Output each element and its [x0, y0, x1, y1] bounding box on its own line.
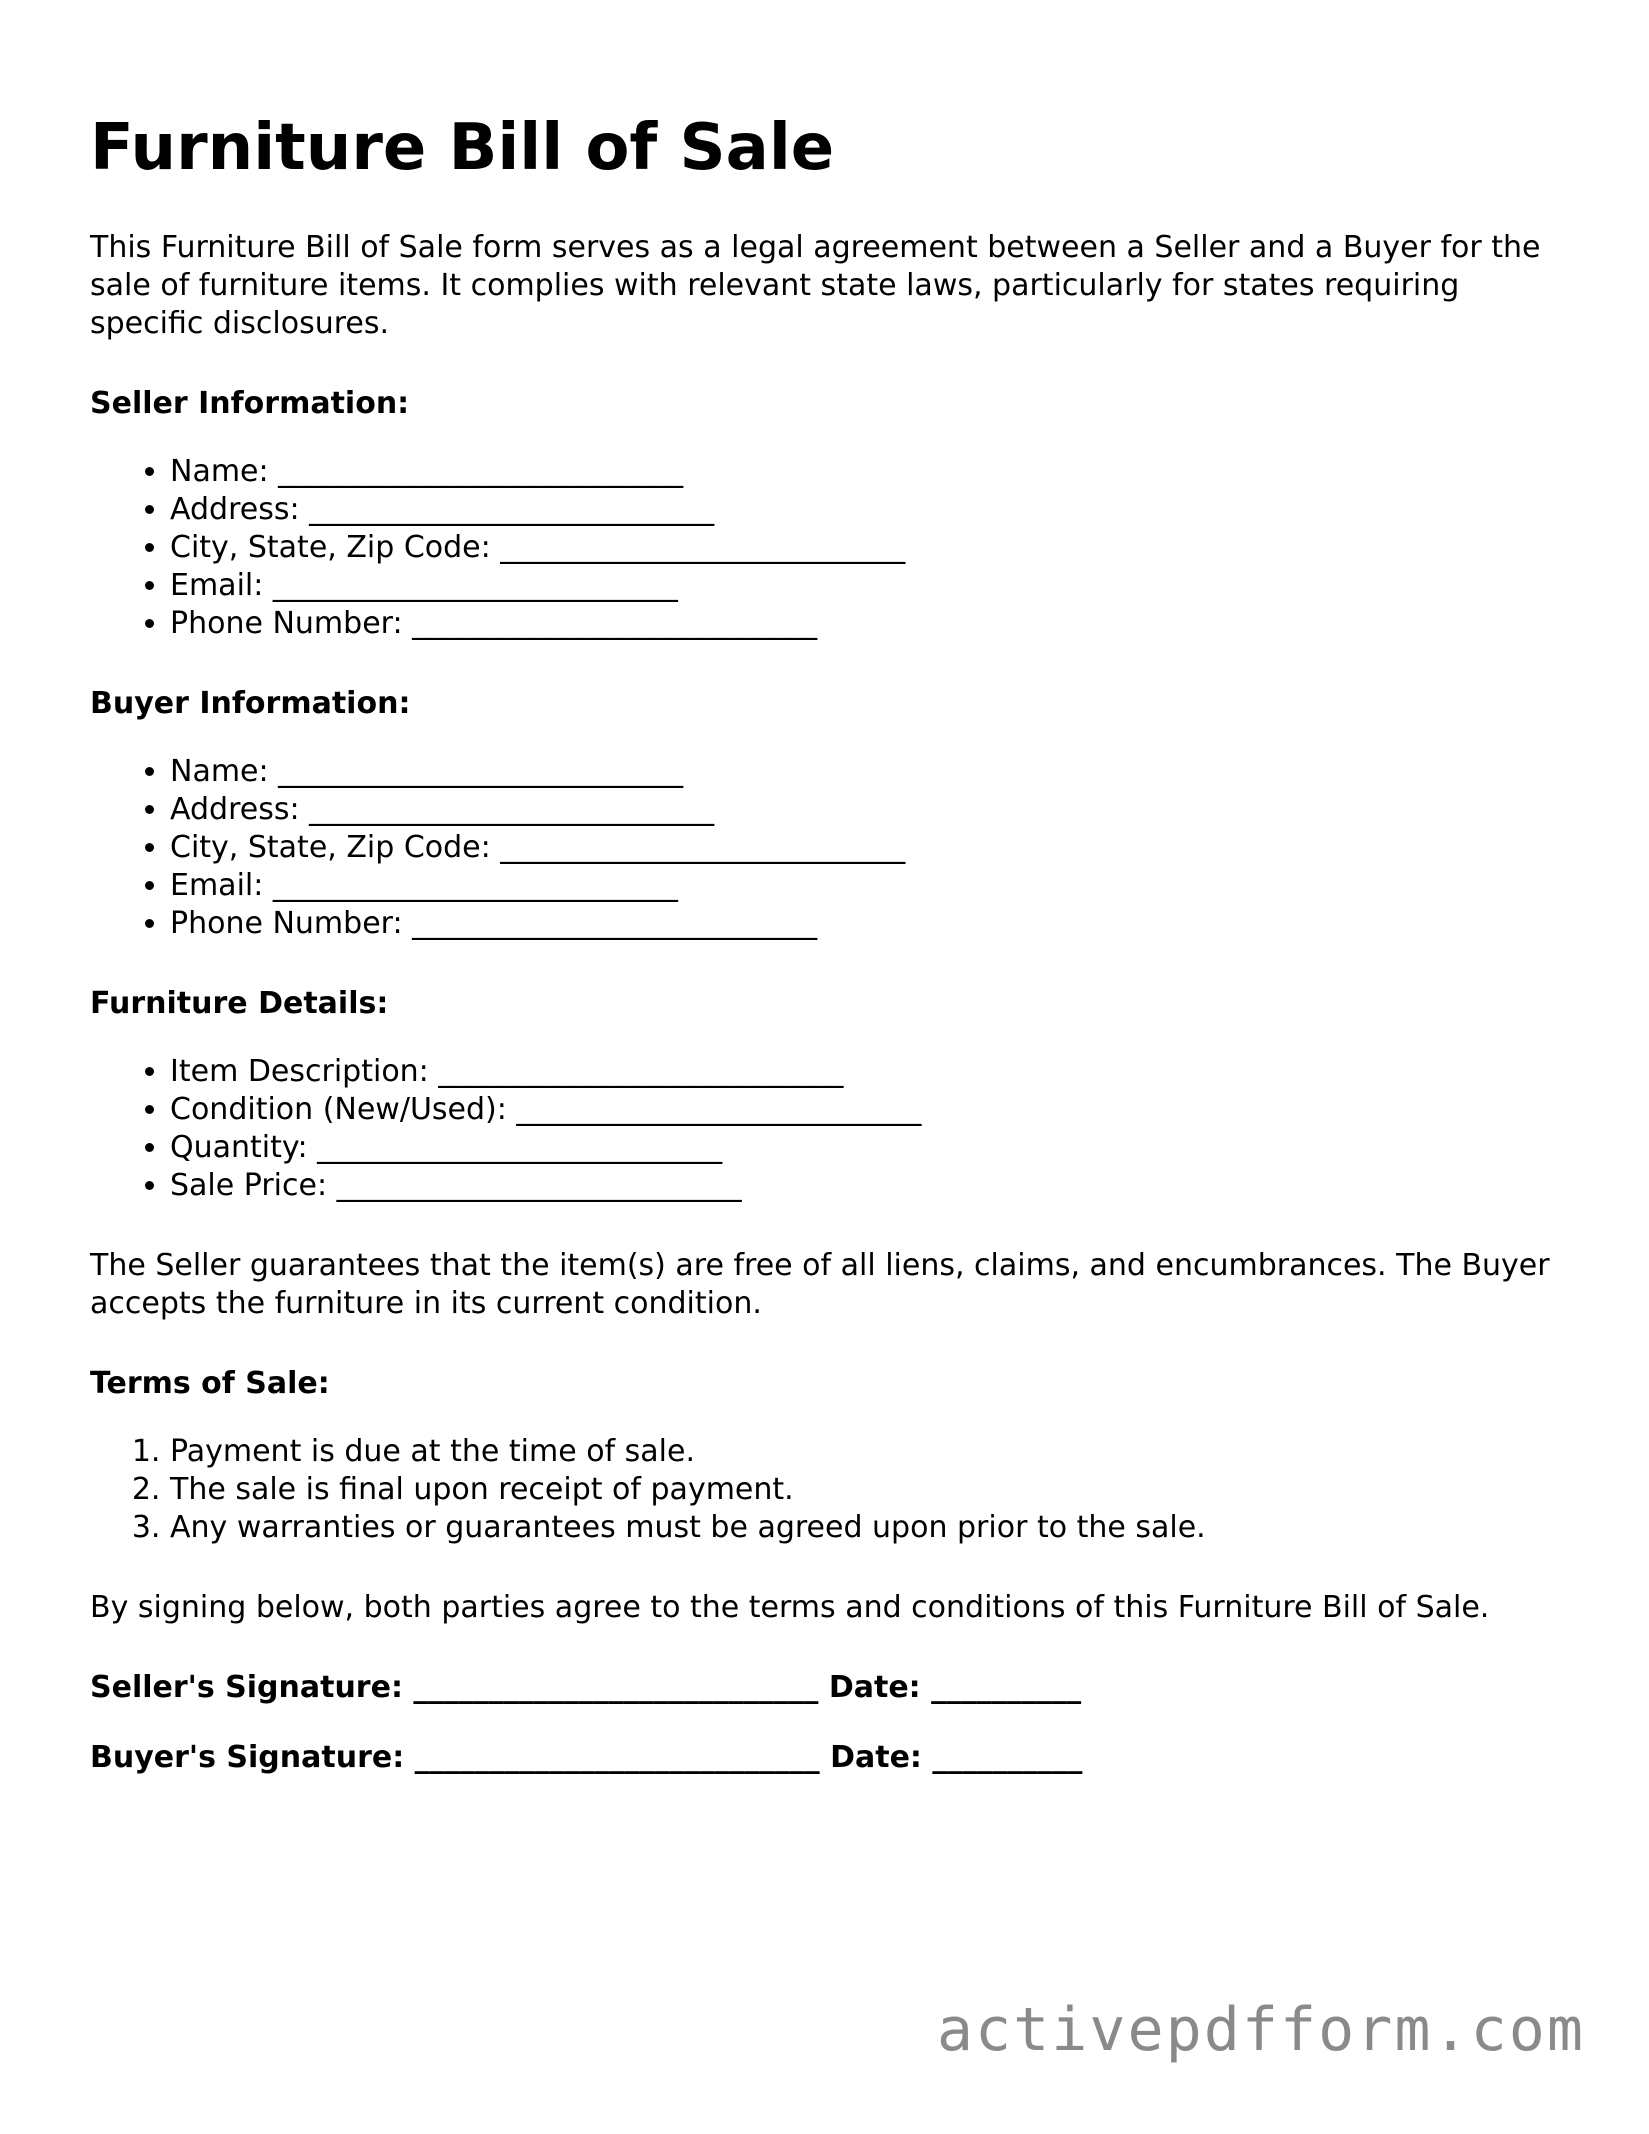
sale-price-field[interactable]: • Sale Price: ___________________________ — [170, 1167, 1570, 1205]
seller-phone-field[interactable]: • Phone Number: ___________________________ — [170, 605, 1570, 643]
buyer-list — [90, 753, 1570, 943]
buyer-phone-field[interactable]: • Phone Number: ___________________________ — [170, 905, 1570, 943]
seller-heading: Seller Information: — [90, 385, 410, 421]
agreement-paragraph: By signing below, both parties agree to the terms and conditions of this Furniture Bill of Sale. — [90, 1589, 1490, 1625]
document-page — [90, 110, 1570, 1809]
item-description-field[interactable]: • Item Description: ___________________________ — [170, 1053, 1570, 1091]
buyer-email-field[interactable]: • Email: ___________________________ — [170, 867, 1570, 905]
seller-signature-line[interactable]: Seller's Signature: ___________________________ Date: __________ — [90, 1669, 1082, 1705]
watermark: activepdfform.com — [936, 1995, 1585, 2065]
buyer-address-field[interactable]: • Address: ___________________________ — [170, 791, 1570, 829]
buyer-signature-line[interactable]: Buyer's Signature: ___________________________ Date: __________ — [90, 1739, 1083, 1775]
furniture-heading: Furniture Details: — [90, 985, 389, 1021]
furniture-list — [90, 1053, 1570, 1205]
page-title: Furniture Bill of Sale — [90, 111, 835, 185]
buyer-city-state-zip-field[interactable]: • City, State, Zip Code: ___________________________ — [170, 829, 1570, 867]
quantity-field[interactable]: • Quantity: ___________________________ — [170, 1129, 1570, 1167]
terms-heading: Terms of Sale: — [90, 1365, 330, 1401]
condition-field[interactable]: • Condition (New/Used): ___________________________ — [170, 1091, 1570, 1129]
seller-email-field[interactable]: • Email: ___________________________ — [170, 567, 1570, 605]
intro-paragraph: This Furniture Bill of Sale form serves as a legal agreement between a Seller and a Buyer for the sale of furniture items. It complies with relevant state laws, particularly for states requiring specific disclosures. — [90, 229, 1541, 341]
term-item: 2. The sale is final upon receipt of payment. — [170, 1471, 1570, 1509]
buyer-name-field[interactable]: • Name: ___________________________ — [170, 753, 1570, 791]
buyer-heading: Buyer Information: — [90, 685, 411, 721]
seller-name-field[interactable]: • Name: ___________________________ — [170, 453, 1570, 491]
seller-list — [90, 453, 1570, 643]
seller-city-state-zip-field[interactable]: • City, State, Zip Code: ___________________________ — [170, 529, 1570, 567]
terms-list — [90, 1433, 1570, 1547]
term-item: 1. Payment is due at the time of sale. — [170, 1433, 1570, 1471]
term-item: 3. Any warranties or guarantees must be agreed upon prior to the sale. — [170, 1509, 1570, 1547]
seller-address-field[interactable]: • Address: ___________________________ — [170, 491, 1570, 529]
guarantee-paragraph: The Seller guarantees that the item(s) are free of all liens, claims, and encumbrances. The Buyer accepts the furniture in its current condition. — [90, 1247, 1550, 1321]
